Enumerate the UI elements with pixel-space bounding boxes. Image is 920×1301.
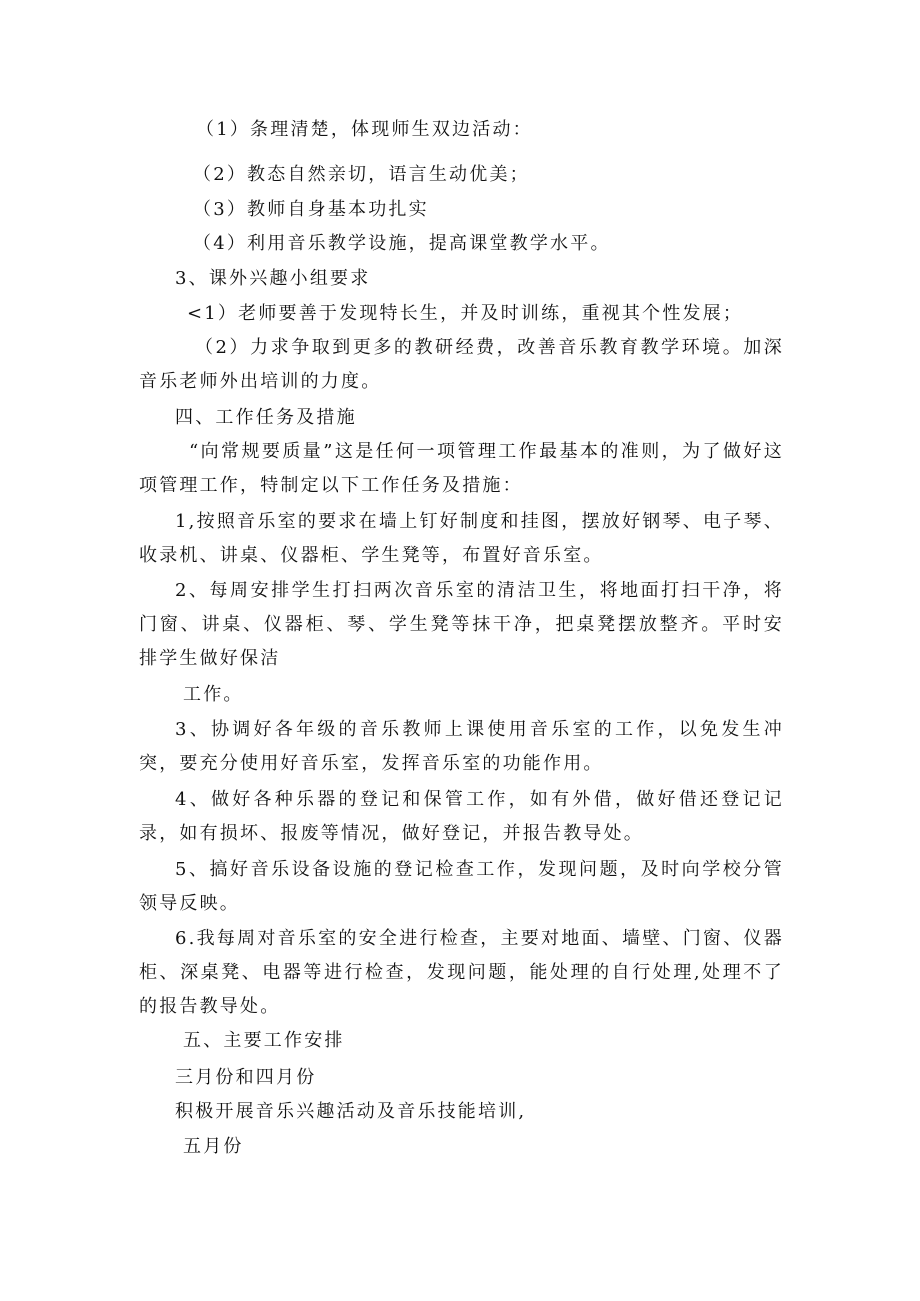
paragraph-task-2-continued: 工作。 [183,684,244,705]
paragraph-funding: （2）力求争取到更多的教研经费，改善音乐教育教学环境。加深音乐老师外出培训的力度。 [139,337,784,392]
item-talent-students: <1）老师要善于发现特长生，并及时训练，重视其个性发展； [187,303,744,324]
section-five-heading: 五、主要工作安排 [183,1030,345,1051]
paragraph-task-2: 2、每周安排学生打扫两次音乐室的清洁卫生，将地面打扫干净，将门窗、讲桌、仪器柜、琴、学生凳等抹干净，把桌凳摆放整齐。平时安排学生做好保洁 [139,580,784,669]
item-teaching-manner: （2）教态自然亲切，语言生动优美； [193,164,530,185]
paragraph-task-3: 3、协调好各年级的音乐教师上课使用音乐室的工作，以免发生冲突，要充分使用好音乐室，发挥音乐室的功能作用。 [139,719,784,774]
paragraph-task-5: 5、搞好音乐设备设施的登记检查工作，发现问题，及时向学校分管领导反映。 [139,859,784,914]
schedule-may: 五月份 [183,1136,244,1157]
section-3-heading: 3、课外兴趣小组要求 [175,268,371,289]
item-basic-skills: （3）教师自身基本功扎实 [193,199,429,220]
paragraph-task-1: 1,按照音乐室的要求在墙上钉好制度和挂图，摆放好钢琴、电子琴、收录机、讲桌、仪器柜、学生凳等，布置好音乐室。 [139,511,784,566]
item-clear-structure: （1）条理清楚，体现师生双边活动： [196,119,533,140]
schedule-march-april-activity: 积极开展音乐兴趣活动及音乐技能培训, [175,1101,527,1122]
paragraph-quality-principle: “向常规要质量”这是任何一项管理工作最基本的准则，为了做好这项管理工作，特制定以下工作任务及措施： [139,441,784,496]
section-four-heading: 四、工作任务及措施 [175,407,357,428]
paragraph-task-6: 6.我每周对音乐室的安全进行检查，主要对地面、墙壁、门窗、仪器柜、深桌凳、电器等进行检查，发现问题，能处理的自行处理,处理不了的报告教导处。 [139,928,784,1017]
paragraph-task-4: 4、做好各种乐器的登记和保管工作，如有外借，做好借还登记记录，如有损坏、报废等情况，做好登记，并报告教导处。 [139,789,784,844]
item-use-facilities: （4）利用音乐教学设施，提高课堂教学水平。 [193,233,611,254]
schedule-march-april: 三月份和四月份 [175,1067,317,1088]
